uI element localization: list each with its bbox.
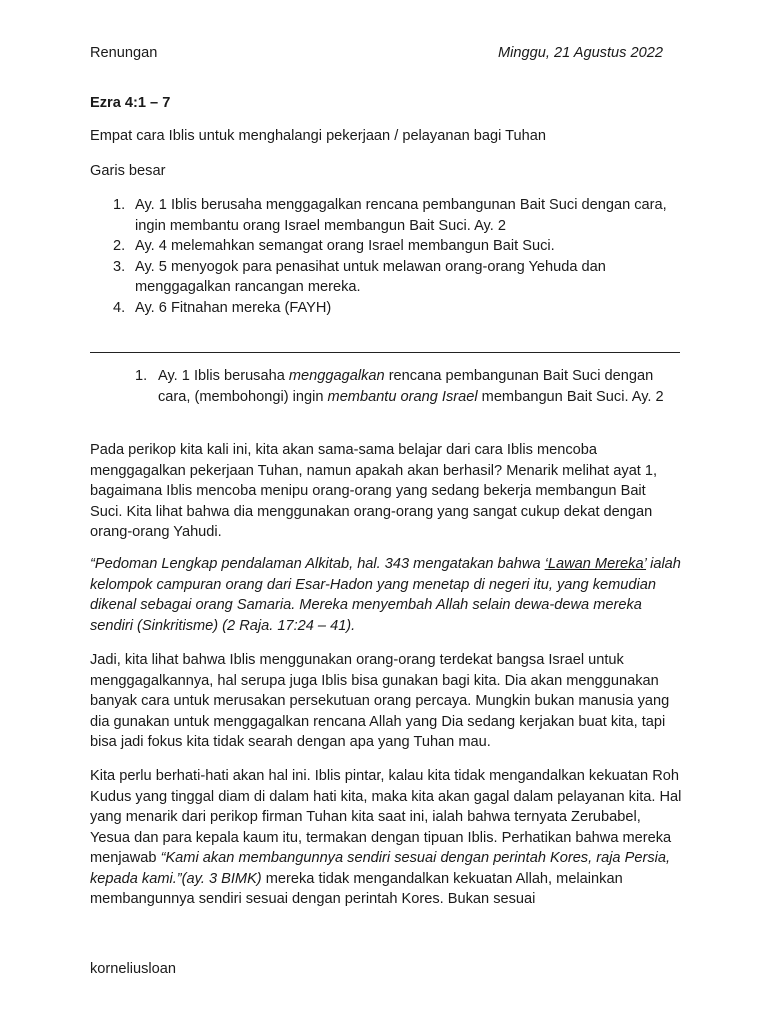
paragraph-3 (90, 766, 682, 910)
section-number: 1. (135, 368, 148, 384)
list-number: 1. (113, 197, 126, 213)
footer-author: korneliusloan (90, 961, 176, 977)
outline-list (90, 195, 680, 318)
section-text-emphasis: menggagalkan (288, 368, 385, 384)
quote-text-a: “Pedoman Lengkap pendalaman Alkitab, hal. 343 mengatakan bahwa (90, 556, 545, 572)
header-label: Renungan (90, 45, 158, 61)
section-text-e: membangun Bait Suci. Ay. 2 (477, 388, 664, 405)
list-number: 4. (113, 299, 126, 316)
paragraph-3-text-a: Kita perlu berhati-hati akan hal ini. Iblis pintar, kalau kita tidak mengandalkan kekuatan Roh Kudus yang tinggal diam di dalam hati kita, maka kita akan gagal dalam pelayanan kita. Hal yang menarik dari perikop firman Tuhan kita saat ini, ialah bahwa ternyata Zerubabel, Yesua dan para kepala kaum itu, termakan dengan tipuan Iblis. Perhatikan bahwa mereka menjawab (90, 768, 682, 866)
list-item (90, 257, 680, 298)
list-text: Ay. 4 melemahkan semangat orang Israel membangun Bait Suci. (135, 238, 555, 254)
section-text-c: rencana pembangunan Bait Suci dengan cara, (membohongi) ingin (158, 368, 654, 405)
list-item (90, 236, 680, 257)
list-item (90, 298, 680, 319)
horizontal-divider (90, 352, 680, 353)
header-date: Minggu, 21 Agustus 2022 (498, 45, 663, 61)
page-subtitle: Empat cara Iblis untuk menghalangi pekerjaan / pelayanan bagi Tuhan (90, 128, 546, 144)
list-text: Ay. 6 Fitnahan mereka (FAYH) (135, 299, 332, 316)
quote-text-c: ialah kelompok campuran orang dari Esar-Hadon yang menetap di negeri itu, yang kemudian dikenal sebagai orang Samaria. Mereka menyembah Allah selain dewa-dewa mereka sendiri (Sinkritisme) (2 Raja. 17:24 – 41). (90, 556, 681, 634)
paragraph-1: Pada perikop kita kali ini, kita akan sama-sama belajar dari cara Iblis mencoba menggagalkan pekerjaan Tuhan, namun apakah akan berhasil? Menarik melihat ayat 1, bagaimana Iblis mencoba menipu orang-orang yang sedang bekerja membangun Bait Suci. Kita lihat bahwa dia menggunakan orang-orang yang sangat cukup dekat dengan orang-orang Yahudi. (90, 442, 658, 540)
list-number: 3. (113, 258, 126, 275)
section-heading (90, 366, 680, 407)
page-title: Ezra 4:1 – 7 (90, 95, 171, 111)
paragraph-3-text-c: mereka tidak mengandalkan kekuatan Allah, melainkan membangunnya sendiri sesuai dengan perintah Kores. Bukan sesuai (90, 870, 623, 907)
section-text-emphasis-2: membantu orang Israel (327, 388, 478, 405)
list-number: 2. (113, 238, 126, 254)
section-text (158, 366, 680, 407)
list-item (90, 195, 680, 236)
quote-paragraph (90, 554, 682, 636)
outline-heading: Garis besar (90, 163, 166, 179)
section-text-a: Ay. 1 Iblis berusaha (158, 368, 289, 384)
paragraph-2: Jadi, kita lihat bahwa Iblis menggunakan orang-orang terdekat bangsa Israel untuk menggagalkannya, hal serupa juga Iblis bisa gunakan bagi kita. Dia akan menggunakan banyak cara untuk merusakan persekutuan orang percaya. Mungkin bukan manusia yang dia gunakan untuk menggagalkan rencana Allah yang Dia sedang kerjakan buat kita, tapi bisa jadi fokus kita tidak searah dengan apa yang Tuhan mau. (90, 652, 670, 750)
paragraph-3-quote: “Kami akan membangunnya sendiri sesuai dengan perintah Kores, raja Persia, kepada kami.”(ay. 3 BIMK) (90, 850, 671, 887)
list-text: Ay. 1 Iblis berusaha menggagalkan rencana pembangunan Bait Suci dengan cara, ingin membantu orang Israel membangun Bait Suci. Ay. 2 (135, 197, 667, 234)
list-text: Ay. 5 menyogok para penasihat untuk melawan orang-orang Yehuda dan menggagalkan rancangan mereka. (135, 258, 606, 295)
quote-underlined: ‘Lawan Mereka’ (544, 556, 647, 572)
